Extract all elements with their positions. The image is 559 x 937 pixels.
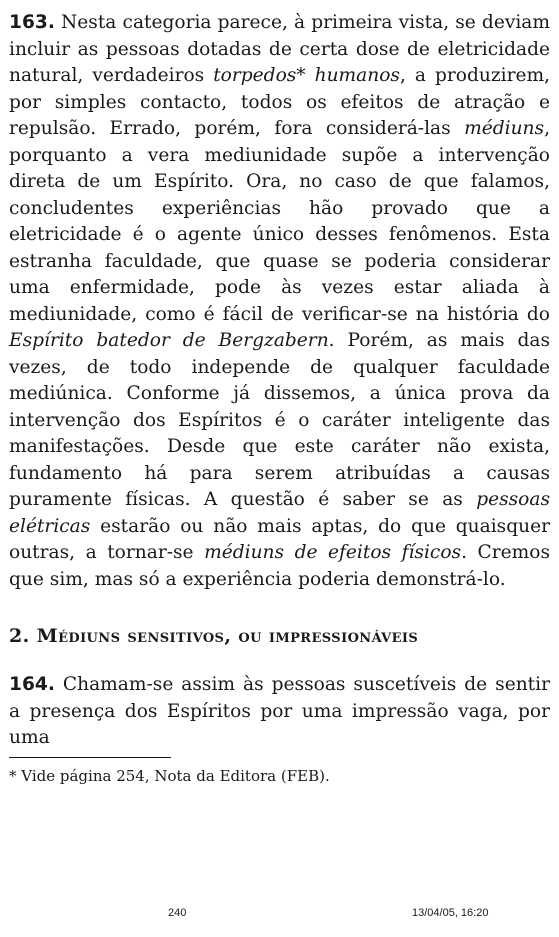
footnote: * Vide página 254, Nota da Editora (FEB). xyxy=(9,767,330,785)
paragraph-text: , porquanto a vera mediunidade supõe a intervenção direta de um Espírito. Ora, no caso de que falamos, concludentes experiências hão provado que a eletricidade é o agente único desses fenômenos. Esta estranha faculdade, que quase se poderia considerar uma enfermidade, pode às vezes estar aliada à mediunidade, como é fácil de verificar-se na história do xyxy=(9,118,550,325)
italic-phrase: médiuns xyxy=(464,118,545,139)
paragraph-text: estarão ou não mais aptas, do que quaisquer outras, a tornar-se xyxy=(9,515,550,563)
paragraph-text: . Cremos que sim, mas só a experiência poderia demonstrá-lo. xyxy=(9,542,550,590)
folio-page-number: 240 xyxy=(168,907,187,919)
paragraph-164 xyxy=(9,672,550,752)
paragraph-number: 163. xyxy=(9,12,55,33)
folio-timestamp: 13/04/05, 16:20 xyxy=(412,907,489,919)
section-heading: 2. Médiuns sensitivos, ou impressionáveis xyxy=(9,625,419,647)
paragraph-number: 164. xyxy=(9,674,55,695)
paragraph-163 xyxy=(9,10,550,593)
italic-phrase: pessoas elétricas xyxy=(9,489,550,537)
paragraph-text: Chamam-se assim às pessoas suscetíveis de sentir a presença dos Espíritos por uma impressão vaga, por uma xyxy=(9,674,550,748)
paragraph-text: , a produzirem, por simples contacto, todos os efeitos de atração e repulsão. Errado, porém, fora considerá-las xyxy=(9,65,551,139)
paragraph-text: . Porém, as mais das vezes, de todo independe de qualquer faculdade mediúnica. Conforme já dissemos, a única prova da intervenção dos Espíritos é o caráter inteligente das manifestações. Desde que este caráter não exista, fundamento há para serem atribuídas a causas puramente físicas. A questão é saber se as xyxy=(9,330,550,510)
footnote-divider xyxy=(9,757,171,758)
paragraph-text: Nesta categoria parece, à primeira vista, se deviam incluir as pessoas dotadas de certa dose de eletricidade natural, verdadeiros xyxy=(9,12,550,86)
italic-phrase: médiuns de efeitos físicos xyxy=(204,542,462,563)
italic-phrase: Espírito batedor de Bergzabern xyxy=(9,330,329,351)
italic-phrase: torpedos* humanos xyxy=(213,65,400,86)
